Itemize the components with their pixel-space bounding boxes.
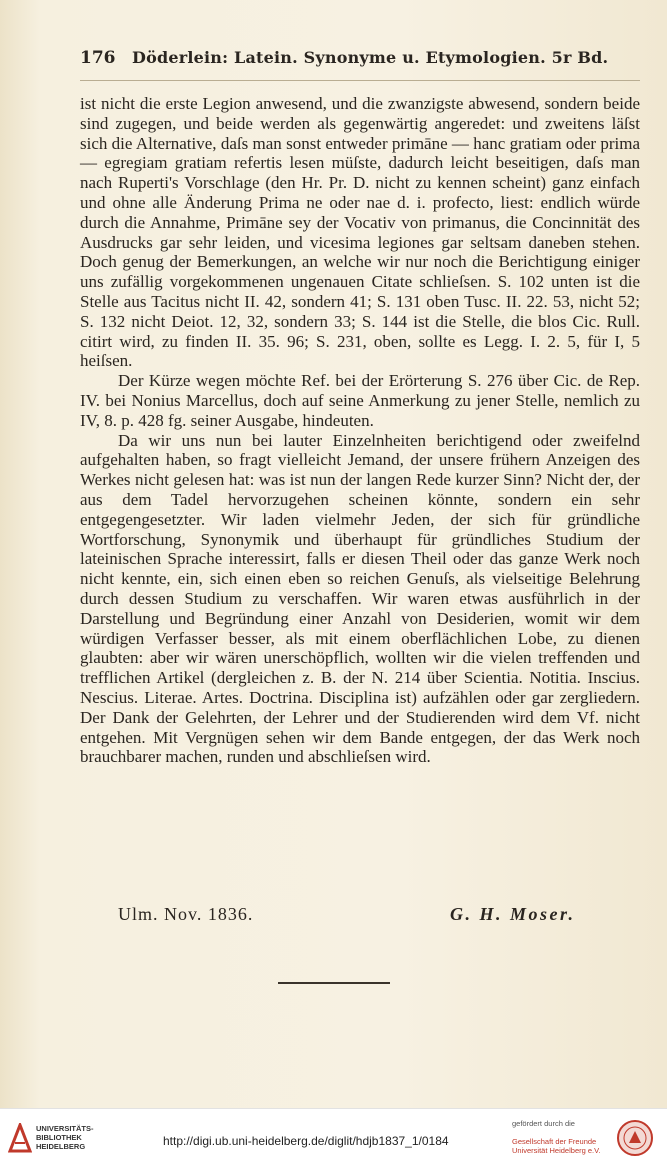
sponsor-name: Gesellschaft der Freunde	[512, 1137, 597, 1146]
running-head: Döderlein: Latein. Synonyme u. Etymologien. 5r Bd.	[132, 48, 609, 67]
university-seal-icon	[616, 1119, 654, 1157]
place-date: Ulm. Nov. 1836.	[118, 904, 254, 924]
library-name	[36, 1124, 94, 1151]
paragraph-3: Da wir uns nun bei lauter Einzelnheiten berichtigend oder zweifelnd aufgehalten haben, so fragt vielleicht Jemand, der unsere frühern Anzeigen des Werkes nicht gelesen hat: was ist nun der langen Rede kurzer Sinn? Nicht der, der aus dem Tadel hervorzugehen scheinen könnte, sondern ein sehr entgegengesetzter. Wir laden vielmehr Jeden, der sich für gründliche Wortforschung, Synonymik und überhaupt für gründliches Studium der lateinischen Sprache interessirt, falls er diesen Theil oder das ganze Werk noch nicht kennte, ein, sich einen eben so reichen Genuſs, als vielseitige Belehrung durch dessen Studium zu verschaffen. Wir waren etwas ausführlich in der Darstellung und Begründung einer Anzahl von Desiderien, womit wir dem würdigen Verfasser besser, als mit einem oberflächlichen Lobe, zu dienen glaubten: aber wir wären unerschöpflich, wollten wir die vielen treffenden und trefflichen Artikel (dergleichen z. B. der N. 214 über Scientia. Notitia. Inscius. Nescius. Literae. Artes. Doctrina. Disciplina ist) aufzählen oder gar zergliedern. Der Dank der Gelehrten, der Lehrer und der Studierenden wird dem Vf. nicht entgehen. Mit Vergnügen sehen wir dem Bande entgegen, der das Werk noch brauchbarer machen, runden und abschlieſsen wird.	[80, 430, 640, 767]
page-header	[80, 48, 640, 70]
header-rule	[80, 80, 640, 81]
signature-line	[118, 904, 638, 928]
library-logo-icon	[8, 1123, 32, 1153]
body-text	[80, 94, 640, 767]
library-name-line: BIBLIOTHEK	[36, 1133, 82, 1142]
library-name-line: HEIDELBERG	[36, 1142, 86, 1151]
end-rule	[278, 982, 390, 984]
sponsor-name: Universität Heidelberg e.V.	[512, 1146, 601, 1155]
sponsor-label: gefördert durch die	[512, 1119, 575, 1128]
paragraph-2: Der Kürze wegen möchte Ref. bei der Erörterung S. 276 über Cic. de Rep. IV. bei Nonius Marcellus, doch auf seine Anmerkung zu jener Stelle, nemlich zu IV, 8. p. 428 fg. seiner Ausgabe, hindeuten.	[80, 371, 640, 430]
page-number: 176	[80, 48, 116, 68]
author-signature: G. H. Moser.	[450, 904, 576, 924]
paragraph-1: ist nicht die erste Legion anwesend, und die zwanzigste abwesend, sondern beide sind zugegen, und beide werden als gegenwärtig angeredet: und zweitens läſst sich die Alternative, daſs man sonst entweder primāne — hanc gratiam oder prima — egregiam gratiam refertis lesen müſste, dadurch leicht beseitigen, daſs man nach Ruperti's Vorschlage (den Hr. Pr. D. nicht zu kennen scheint) ganz einfach und ohne alle Änderung Prima ne oder nae d. i. profecto, liest: endlich würde durch die Annahme, Primāne sey der Vocativ von primanus, die Concinnität des Ausdrucks gar sehr leiden, und vicesima legiones gar seltsam daneben stehen. Doch genug der Bemerkungen, an welche wir nur noch die Berichtigung einiger uns zufällig vorgekommenen ungenauen Citate schlieſsen. S. 102 unten ist die Stelle aus Tacitus nicht II. 42, sondern 41; S. 131 oben Tusc. II. 22. 53, nicht 52; S. 132 nicht Deiot. 12, 32, sondern 33; S. 144 ist die Stelle, die blos Cic. Rull. citirt wird, zu finden II. 35. 96; S. 231, oben, sollte es Legg. I. 2. 5, für I, 5 heiſsen.	[80, 94, 640, 371]
sponsor-block	[512, 1119, 612, 1155]
library-name-line: UNIVERSITÄTS-	[36, 1124, 94, 1133]
footer-bar	[0, 1108, 667, 1165]
permalink-url[interactable]: http://digi.ub.uni-heidelberg.de/diglit/hdjb1837_1/0184	[163, 1134, 449, 1148]
